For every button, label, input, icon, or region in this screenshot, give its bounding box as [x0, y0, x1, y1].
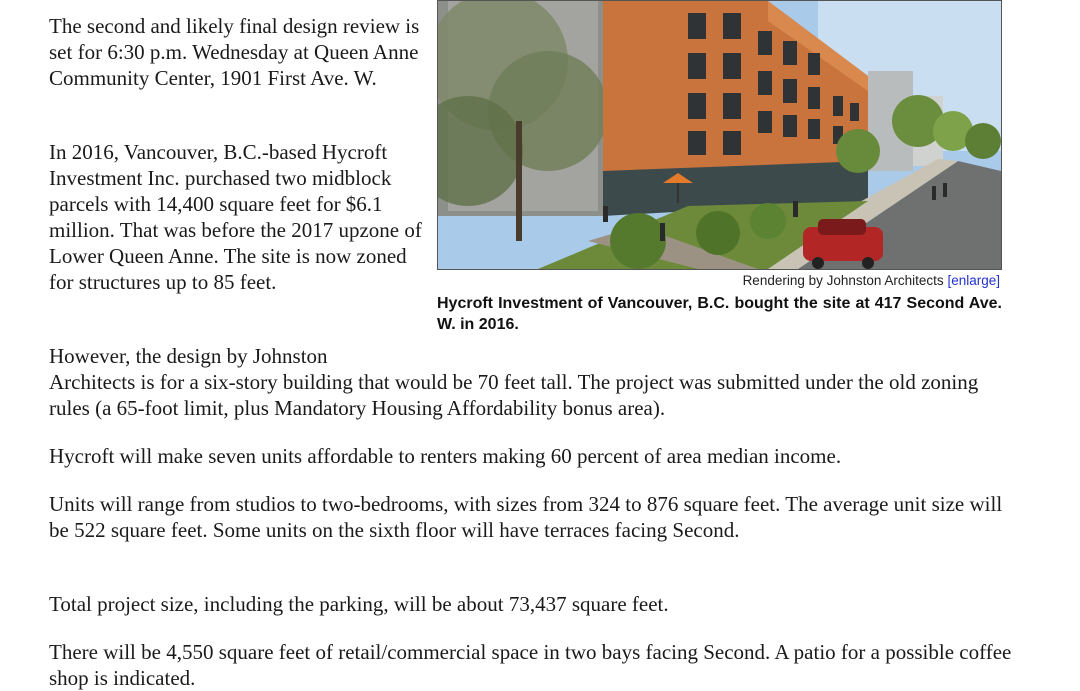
figure-caption: Hycroft Investment of Vancouver, B.C. bought the site at 417 Second Ave. W. in 2016.: [437, 295, 1002, 333]
photo-credit-text: Rendering by Johnston Architects: [742, 273, 944, 288]
paragraph-design-height-text: [49, 343, 1024, 421]
paragraph-design-height-body: However, the design by Johnston Architects is for a six-story building that would be 70 feet tall. The project was submitted under the old zoning rules (a 65-foot limit, plus Mandatory Housing Affordability bonus area).: [49, 344, 979, 420]
paragraph-project-size: Total project size, including the parking, will be about 73,437 square feet.: [49, 592, 669, 616]
rendering-illustration: [438, 1, 1001, 269]
wrap-spacer: [379, 343, 1024, 369]
enlarge-link[interactable]: [enlarge]: [947, 273, 1000, 288]
paragraph-site-purchase: In 2016, Vancouver, B.C.-based Hycroft Investment Inc. purchased two midblock parcels with 14,400 square feet for $6.1 million. That was before the 2017 upzone of Lower Queen Anne. The site is now zoned for structures up to 85 feet.: [49, 140, 422, 294]
photo-credit: [437, 271, 1002, 291]
paragraph-design-review: The second and likely final design review is set for 6:30 p.m. Wednesday at Queen Anne Community Center, 1901 First Ave. W.: [49, 14, 420, 90]
paragraph-retail-space: There will be 4,550 square feet of retail/commercial space in two bays facing Second. A patio for a possible coffee shop is indicated.: [49, 640, 1012, 690]
paragraph-affordable-units: Hycroft will make seven units affordable to renters making 60 percent of area median income.: [49, 444, 842, 468]
building-rendering-image[interactable]: [437, 0, 1002, 270]
article-figure: [437, 0, 1002, 335]
paragraph-unit-sizes: Units will range from studios to two-bedrooms, with sizes from 324 to 876 square feet. The average unit size will be 522 square feet. Some units on the sixth floor will have terraces facing Second.: [49, 492, 1003, 542]
